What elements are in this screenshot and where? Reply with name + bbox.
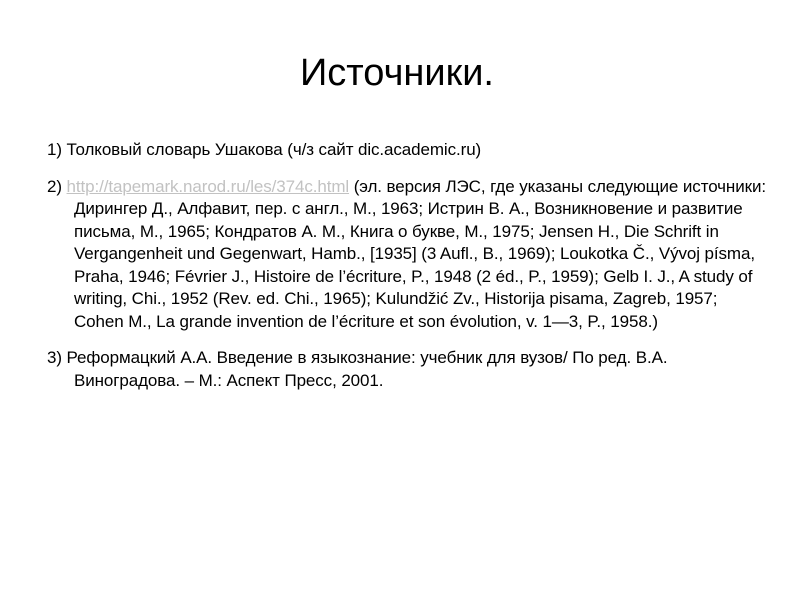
sources-list xyxy=(47,139,767,406)
source-item-3 xyxy=(47,347,767,392)
source-link-2[interactable]: http://tapemark.narod.ru/les/374c.html xyxy=(66,176,350,196)
source-text-2: (эл. версия ЛЭС, где указаны следующие источники: Дирингер Д., Алфавит, пер. с англ., М., 1963; Истрин В. А., Возникновение и развитие письма, М., 1965; Кондратов А. М., Книга о букве, М., 1975; Jensen H., Die Schrift in Vergangenheit und Gegenwart, Hamb., [1935] (3 Aufl., B., 1969); Loukotka Č., Vývoj písma, Praha, 1946; Février J., Histoire de l’écriture, P., 1948 (2 éd., P., 1959); Gelb I. J., A study of writing, Chi., 1952 (Rev. ed. Chi., 1965); Kulundžić Zv., Historija pisama, Zagreb, 1957; Cohen M., La grande invention de l’écriture et son évolution, v. 1—3, P., 1958.) xyxy=(74,176,766,331)
source-number-3: 3) xyxy=(47,348,62,367)
source-number-1: 1) xyxy=(47,140,62,159)
source-text-1: Толковый словарь Ушакова (ч/з сайт dic.academic.ru) xyxy=(66,140,482,159)
source-item-1 xyxy=(47,139,767,162)
source-number-2: 2) xyxy=(47,176,62,196)
slide-title: Источники. xyxy=(299,52,494,94)
source-text-3: Реформацкий А.А. Введение в языкознание: учебник для вузов/ По ред. В.А. Виноградова. – М.: Аспект Пресс, 2001. xyxy=(66,348,668,390)
source-item-2 xyxy=(47,176,767,334)
